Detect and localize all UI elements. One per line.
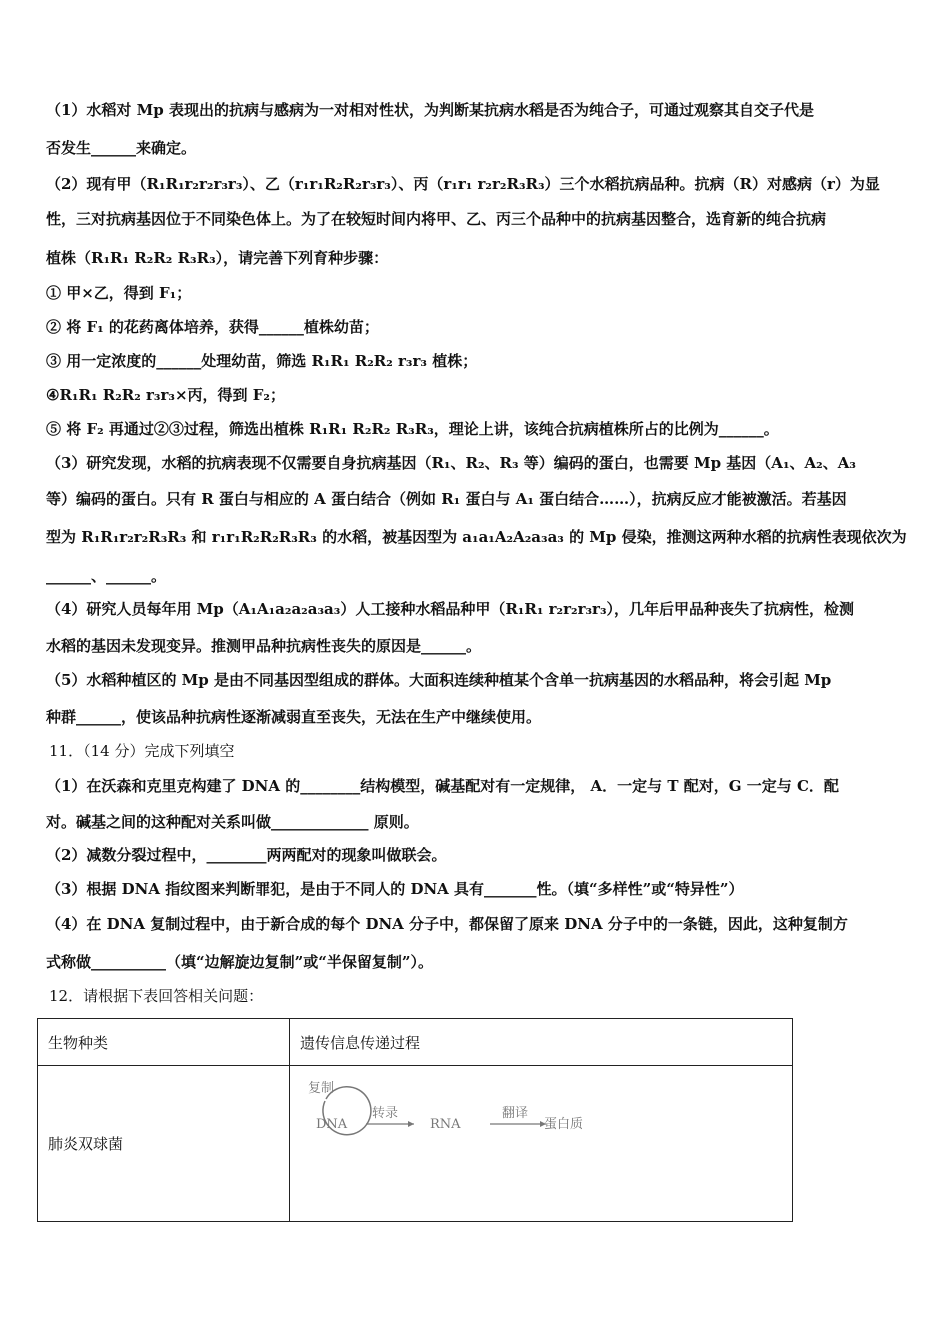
- text-line: ② 将 F₁ 的花药离体培养，获得______植株幼苗；: [46, 318, 379, 336]
- text-line: （1）在沃森和克里克构建了 DNA 的________结构模型，碱基配对有一定规律， A．一定与 T 配对，G 一定与 C．配: [46, 777, 839, 795]
- text-line: （1）水稻对 Mp 表现出的抗病与感病为一对相对性状，为判断某抗病水稻是否为纯合子，可通过观察其自交子代是: [46, 101, 814, 119]
- dna-label: DNA: [316, 1117, 348, 1132]
- text-line: ③ 用一定浓度的______处理幼苗，筛选 R₁R₁ R₂R₂ r₃r₃ 植株；: [46, 352, 478, 370]
- table-header-cell: 遗传信息传递过程: [290, 1019, 793, 1066]
- replication-label: 复制: [308, 1081, 335, 1096]
- text-line: 式称做__________（填“边解旋边复制”或“半保留复制”）。: [46, 953, 434, 971]
- text-line: 等）编码的蛋白。只有 R 蛋白与相应的 A 蛋白结合（例如 R₁ 蛋白与 A₁ 蛋白结合……），抗病反应才能被激活。若基因: [46, 490, 847, 508]
- text-line: 性，三对抗病基因位于不同染色体上。为了在较短时间内将甲、乙、丙三个品种中的抗病基因整合，选育新的纯合抗病: [46, 210, 827, 228]
- text-line: 否发生______来确定。: [46, 139, 197, 157]
- text-line: （2）减数分裂过程中，________两两配对的现象叫做联会。: [46, 846, 447, 864]
- organism-cell: 肺炎双球菌: [38, 1066, 290, 1222]
- table-header-row: [38, 1019, 793, 1066]
- translation-label: 翻译: [502, 1106, 529, 1121]
- text-line: ① 甲×乙，得到 F₁；: [46, 284, 192, 302]
- text-line: ______、______。: [46, 567, 167, 585]
- rna-label: RNA: [430, 1117, 461, 1132]
- protein-label: 蛋白质: [544, 1117, 584, 1132]
- text-line: 对。碱基之间的这种配对关系叫做_____________ 原则。: [46, 813, 419, 831]
- question-heading: 11．（14 分）完成下列填空: [49, 742, 235, 760]
- question-heading: 12．请根据下表回答相关问题：: [49, 987, 264, 1005]
- text-line: 型为 R₁R₁r₂r₂R₃R₃ 和 r₁r₁R₂R₂R₃R₃ 的水稻，被基因型为 a₁a₁A₂A₂a₃a₃ 的 Mp 侵染，推测这两种水稻的抗病性表现依次为: [46, 528, 907, 546]
- text-line: （4）研究人员每年用 Mp（A₁A₁a₂a₂a₃a₃）人工接种水稻品种甲（R₁R₁ r₂r₂r₃r₃），几年后甲品种丧失了抗病性，检测: [46, 600, 855, 618]
- text-line: （3）研究发现，水稻的抗病表现不仅需要自身抗病基因（R₁、R₂、R₃ 等）编码的蛋白，也需要 Mp 基因（A₁、A₂、A₃: [46, 454, 856, 472]
- central-dogma-diagram: [290, 1066, 610, 1156]
- text-line: （5）水稻种植区的 Mp 是由不同基因型组成的群体。大面积连续种植某个含单一抗病基因的水稻品种，将会引起 Mp: [46, 671, 832, 689]
- diagram-cell: [290, 1066, 793, 1222]
- text-line: 植株（R₁R₁ R₂R₂ R₃R₃），请完善下列育种步骤：: [46, 249, 389, 267]
- table-row: [38, 1066, 793, 1222]
- text-line: （4）在 DNA 复制过程中，由于新合成的每个 DNA 分子中，都保留了原来 DNA 分子中的一条链，因此，这种复制方: [46, 915, 848, 933]
- transcription-label: 转录: [372, 1106, 399, 1121]
- text-line: ④R₁R₁ R₂R₂ r₃r₃×丙，得到 F₂；: [46, 386, 285, 404]
- text-line: 水稻的基因未发现变异。推测甲品种抗病性丧失的原因是______。: [46, 637, 482, 655]
- text-line: 种群______，使该品种抗病性逐渐减弱直至丧失，无法在生产中继续使用。: [46, 708, 542, 726]
- arrowhead-icon: [408, 1121, 414, 1127]
- text-line: （3）根据 DNA 指纹图来判断罪犯，是由于不同人的 DNA 具有_______性。（填“多样性”或“特异性”）: [46, 880, 744, 898]
- table-header-cell: 生物种类: [38, 1019, 290, 1066]
- text-line: ⑤ 将 F₂ 再通过②③过程，筛选出植株 R₁R₁ R₂R₂ R₃R₃，理论上讲，该纯合抗病植株所占的比例为______。: [46, 420, 779, 438]
- text-line: （2）现有甲（R₁R₁r₂r₂r₃r₃）、乙（r₁r₁R₂R₂r₃r₃）、丙（r₁r₁ r₂r₂R₃R₃）三个水稻抗病品种。抗病（R）对感病（r）为显: [46, 175, 880, 193]
- genetic-info-table: [37, 1018, 793, 1222]
